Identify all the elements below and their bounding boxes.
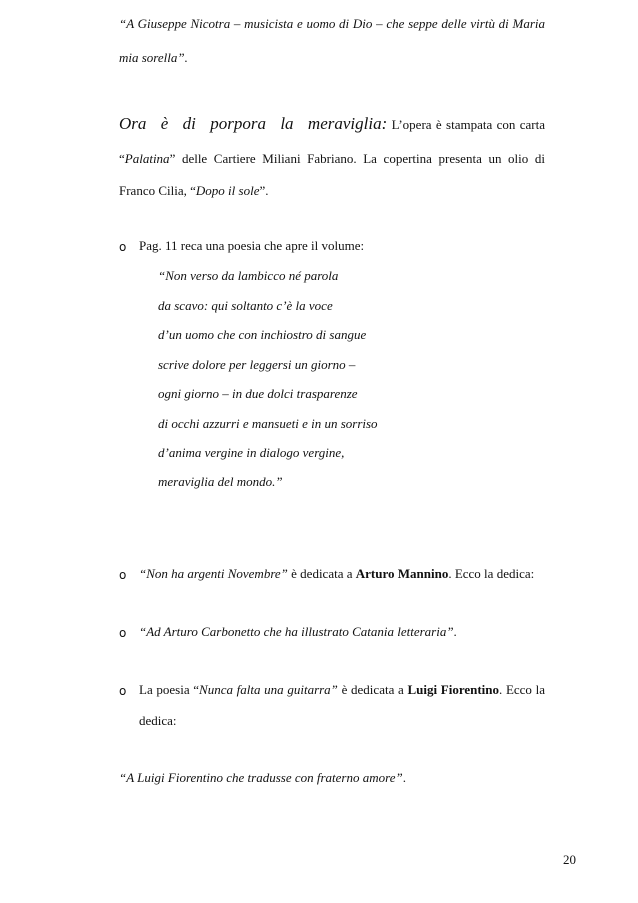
section-line-3-post: ”.	[259, 183, 269, 198]
verse-line: meraviglia del mondo.”	[158, 474, 283, 489]
verse-line: scrive dolore per leggersi un giorno –	[158, 357, 356, 372]
item2-text	[139, 566, 534, 582]
intro-line-2: mia sorella”.	[119, 50, 188, 65]
item4-mid: è dedicata a	[337, 682, 408, 697]
closing-line	[119, 770, 406, 786]
section-line-2: “Palatina” delle Cartiere Miliani Fabriano. La copertina presenta un olio di	[119, 151, 545, 166]
section-line-3-pre: Franco Cilia, “	[119, 183, 196, 198]
section-heading: Ora è di porpora la meraviglia:	[119, 114, 388, 133]
bullet-marker: o	[119, 240, 127, 254]
bullet-marker: o	[119, 568, 127, 582]
nunca-falta-title: Nunca falta una guitarra”	[199, 682, 338, 697]
item3-post: .	[453, 624, 457, 639]
page-number: 20	[563, 852, 576, 867]
verse-line: “Non verso da lambicco né parola	[158, 268, 339, 283]
intro-line-1: “A Giuseppe Nicotra – musicista e uomo di Dio – che seppe delle virtù di Maria	[119, 16, 545, 31]
verse-line: d’anima vergine in dialogo vergine,	[158, 445, 345, 460]
non-ha-argenti-title: “Non ha argenti Novembre”	[139, 566, 288, 581]
verse-line: da scavo: qui soltanto c’è la voce	[158, 298, 333, 313]
item4-line-2: dedica:	[139, 713, 177, 728]
arturo-mannino-name: Arturo Mannino	[355, 566, 449, 581]
fiorentino-dedication: “A Luigi Fiorentino che tradusse con fraterno amore”	[119, 770, 403, 785]
palatina-title: Palatina	[124, 151, 170, 166]
dopo-il-sole-title: Dopo il sole	[195, 183, 260, 198]
luigi-fiorentino-name: Luigi Fiorentino	[407, 682, 500, 697]
item3-text	[139, 624, 457, 640]
item2-post: . Ecco la dedica:	[448, 566, 535, 581]
bullet-marker: o	[119, 684, 127, 698]
item1-text: Pag. 11 reca una poesia che apre il volume:	[139, 238, 365, 253]
verse-line: d’un uomo che con inchiostro di sangue	[158, 327, 367, 342]
verse-line: di occhi azzurri e mansueti e in un sorriso	[158, 416, 378, 431]
bullet-marker: o	[119, 626, 127, 640]
item4-line-1	[139, 682, 545, 698]
section-line-2-rest: ” delle Cartiere Miliani Fabriano. La copertina presenta un olio di	[169, 151, 545, 166]
item2-mid: è dedicata a	[287, 566, 356, 581]
section-line-1-rest: L’opera è stampata con carta	[391, 117, 545, 132]
closing-post: .	[402, 770, 406, 785]
item4-post: . Ecco la	[499, 682, 545, 697]
section-line-1	[119, 114, 545, 135]
verse-line: ogni giorno – in due dolci trasparenze	[158, 386, 358, 401]
carbonetto-dedication: “Ad Arturo Carbonetto che ha illustrato Catania letteraria”	[139, 624, 454, 639]
item4-pre: La poesia “	[139, 682, 200, 697]
section-line-3	[119, 183, 269, 199]
